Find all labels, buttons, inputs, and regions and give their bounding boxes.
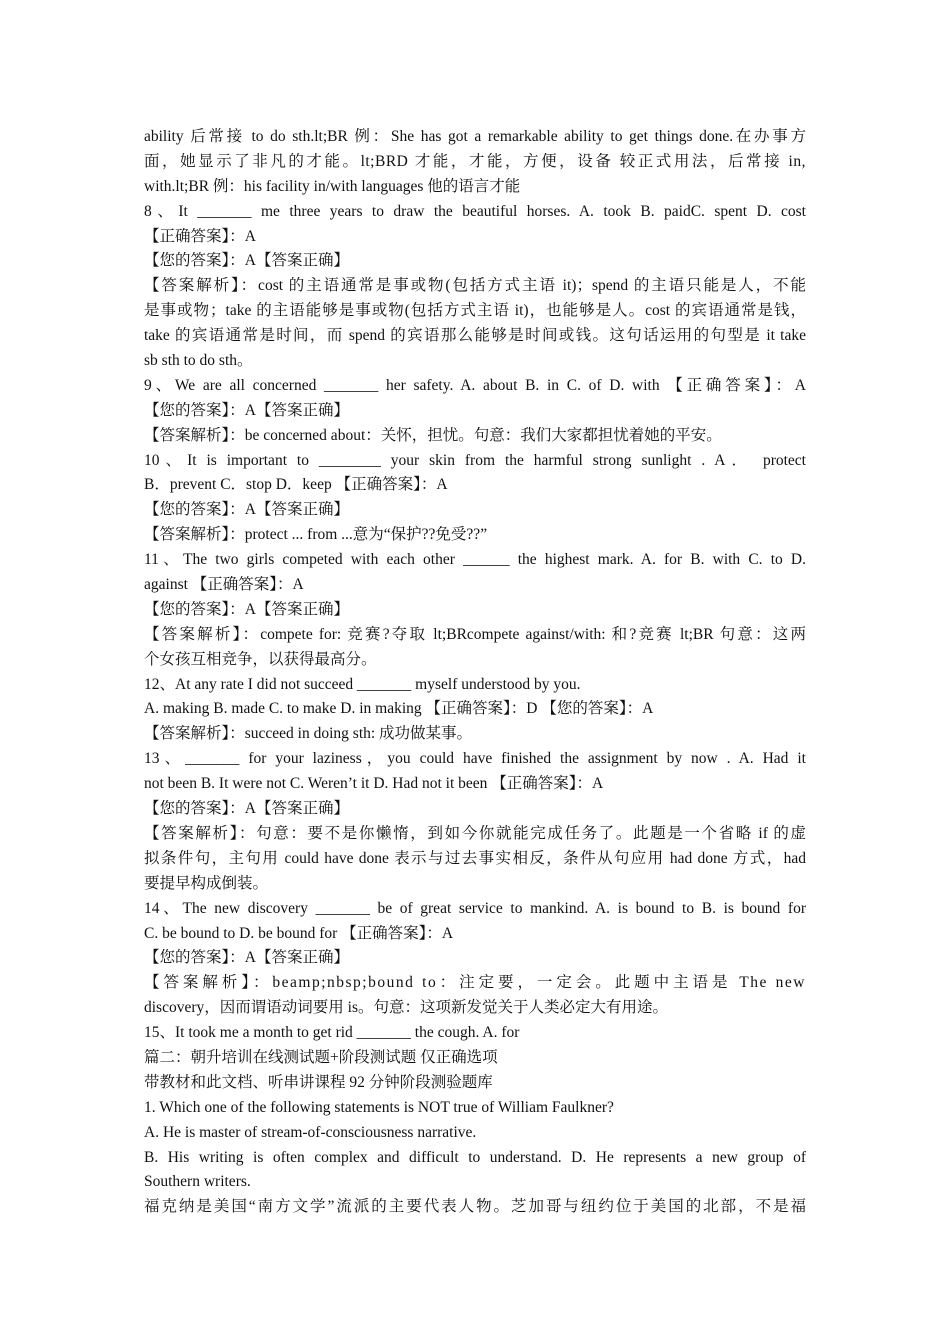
text-line: 是事或物；take 的主语能够是事或物(包括方式主语 it)，也能够是人。cost 的宾语通常是钱，: [144, 302, 806, 320]
text-line: 10、It is important to ________ your skin from the harmful strong sunlight . A． protect: [144, 451, 806, 469]
text-line: 【您的答案】：A【答案正确】: [144, 600, 349, 618]
text-line: 8、It _______ me three years to draw the beautiful horses. A. took B. paidC. spent D. cost: [144, 202, 806, 220]
text-line: B. His writing is often complex and difficult to understand. D. He represents a new group of: [144, 1148, 806, 1166]
text-line: A. making B. made C. to make D. in making 【正确答案】：D 【您的答案】：A: [144, 700, 654, 718]
text-line: 要提早构成倒装。: [144, 874, 269, 892]
text-line: 1. Which one of the following statements is NOT true of William Faulkner?: [144, 1098, 614, 1116]
text-line: not been B. It were not C. Weren’t it D. Had not it been 【正确答案】：A: [144, 775, 604, 793]
text-line: 【您的答案】：A【答案正确】: [144, 800, 349, 818]
text-line: 【答案解析】：protect ... from ...意为“保护??免受??”: [144, 526, 488, 544]
text-line: 9、We are all concerned _______ her safety. A. about B. in C. of D. with 【正确答案】：A: [144, 376, 806, 394]
text-line: sb sth to do sth。: [144, 352, 253, 370]
text-line: 面，她显示了非凡的才能。lt;BRD 才能，才能，方便，设备 较正式用法，后常接 in,: [144, 152, 806, 170]
text-line: 11、The two girls competed with each other ______ the highest mark. A. for B. with C. to D.: [144, 551, 806, 569]
text-line: take 的宾语通常是时间，而 spend 的宾语那么能够是时间或钱。这句话运用的句型是 it take: [144, 327, 806, 345]
text-line: 带教材和此文档、听串讲课程 92 分钟阶段测验题库: [144, 1073, 493, 1091]
text-line: 【您的答案】：A【答案正确】: [144, 252, 349, 270]
text-line: 【答案解析】：compete for: 竞赛?夺取 lt;BRcompete against/with: 和?竞赛 lt;BR 句意：这两: [144, 625, 806, 643]
text-line: 个女孩互相竞争，以获得最高分。: [144, 650, 377, 668]
text-line: B．prevent C．stop D．keep 【正确答案】：A: [144, 476, 448, 494]
text-line: 【答案解析】：be concerned about：关怀，担忧。句意：我们大家都担忧着她的平安。: [144, 426, 722, 444]
text-line: 12、At any rate I did not succeed _______ myself understood by you.: [144, 675, 581, 693]
text-line: 福克纳是美国“南方文学”流派的主要代表人物。芝加哥与纽约位于美国的北部，不是福: [144, 1198, 806, 1216]
text-line: against 【正确答案】：A: [144, 576, 304, 594]
text-line: 【您的答案】：A【答案正确】: [144, 501, 349, 519]
text-line: ability 后常接 to do sth.lt;BR 例：She has got a remarkable ability to get things done.在办事方: [144, 128, 806, 145]
text-line: 【答案解析】：cost 的主语通常是事或物(包括方式主语 it)；spend 的主语只能是人，不能: [144, 277, 806, 295]
text-line: 【答案解析】：句意：要不是你懒惰，到如今你就能完成任务了。此题是一个省略 if 的虚: [144, 824, 806, 842]
text-line: with.lt;BR 例：his facility in/with languages 他的语言才能: [144, 177, 521, 195]
text-line: 15、It took me a month to get rid _______ the cough. A. for: [144, 1024, 520, 1042]
text-line: 【答案解析】：succeed in doing sth: 成功做某事。: [144, 725, 473, 743]
text-line: 篇二：朝升培训在线测试题+阶段测试题 仅正确选项: [144, 1048, 498, 1066]
document-page: [144, 125, 806, 1220]
text-line: A. He is master of stream-of-consciousness narrative.: [144, 1123, 477, 1141]
text-line: 拟条件句，主句用 could have done 表示与过去事实相反，条件从句应用 had done 方式，had: [144, 849, 806, 867]
text-line: 【您的答案】：A【答案正确】: [144, 949, 349, 967]
text-line: 14、The new discovery _______ be of great service to mankind. A. is bound to B. is bound for: [144, 899, 806, 917]
text-line: discovery，因而谓语动词要用 is。句意：这项新发觉关于人类必定大有用途。: [144, 999, 668, 1017]
text-line: C. be bound to D. be bound for 【正确答案】：A: [144, 924, 454, 942]
text-line: Southern writers.: [144, 1173, 251, 1191]
text-line: 13、_______ for your laziness，you could have finished the assignment by now . A. Had it: [144, 750, 806, 768]
text-line: 【您的答案】：A【答案正确】: [144, 401, 349, 419]
text-line: 【答案解析】：beamp;nbsp;bound to：注定要，一定会。此题中主语是 The new: [144, 974, 806, 992]
text-line: 【正确答案】：A: [144, 227, 256, 245]
